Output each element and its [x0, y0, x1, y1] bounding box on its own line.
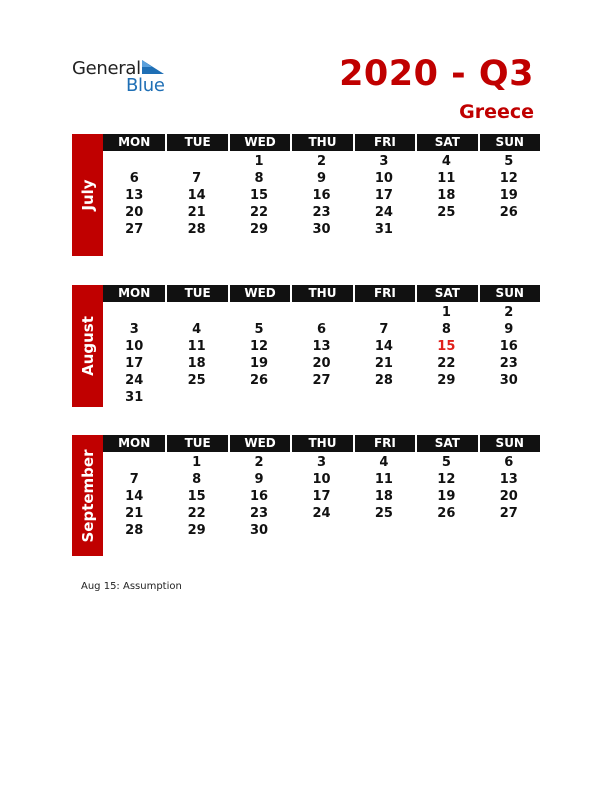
month-name: August: [78, 316, 97, 376]
day-cell: 1: [192, 455, 202, 470]
day-cell: 9: [254, 472, 264, 487]
weekday-label: TUE: [165, 134, 227, 151]
day-cell: 4: [192, 322, 202, 337]
day-cell: 3: [316, 455, 327, 470]
day-cell: 2: [504, 305, 514, 320]
weekday-label: WED: [228, 285, 290, 302]
empty-day-cell: [353, 304, 415, 321]
day-cell: 14: [125, 489, 144, 504]
day-cell: 5: [441, 455, 451, 470]
empty-day-cell: [228, 389, 290, 406]
empty-day-cell: [165, 153, 227, 170]
day-cell: 6: [504, 455, 514, 470]
day-cell: 1: [254, 154, 264, 169]
weeks: [103, 151, 540, 238]
empty-day-cell: [415, 522, 477, 539]
week-row: [103, 389, 540, 406]
day-cell: 10: [374, 171, 393, 186]
week-row: [103, 321, 540, 338]
day-cell: 24: [312, 506, 331, 521]
day-cell: 20: [125, 205, 144, 220]
day-cell: 11: [437, 171, 456, 186]
day-cell: 13: [312, 339, 331, 354]
day-cell: 28: [374, 373, 393, 388]
blue-flag-triangle-icon: [140, 60, 166, 76]
holiday-day-cell: 15: [437, 339, 456, 354]
weekday-label: WED: [228, 134, 290, 151]
day-cell: 19: [250, 356, 269, 371]
week-row: [103, 204, 540, 221]
month-tab: [72, 285, 103, 407]
day-cell: 28: [187, 222, 206, 237]
month-tab: [72, 435, 103, 556]
day-cell: 3: [129, 322, 139, 337]
weekday-label: FRI: [353, 435, 415, 452]
day-cell: 28: [125, 523, 144, 538]
day-cell: 26: [437, 506, 456, 521]
day-cell: 26: [250, 373, 269, 388]
weeks: [103, 302, 540, 406]
empty-day-cell: [478, 522, 540, 539]
day-cell: 7: [379, 322, 389, 337]
day-cell: 27: [125, 222, 144, 237]
day-cell: 15: [187, 489, 206, 504]
month-grid: [103, 285, 540, 406]
day-cell: 2: [316, 154, 327, 169]
empty-day-cell: [478, 221, 540, 238]
empty-day-cell: [103, 304, 165, 321]
day-cell: 30: [312, 222, 331, 237]
day-cell: 22: [187, 506, 206, 521]
day-cell: 4: [441, 154, 451, 169]
month-name: September: [78, 449, 97, 542]
week-row: [103, 355, 540, 372]
logo-text-blue: Blue: [126, 75, 165, 96]
empty-day-cell: [290, 304, 352, 321]
logo-text-general: General: [72, 58, 141, 79]
weekday-label: THU: [290, 134, 352, 151]
week-row: [103, 488, 540, 505]
day-cell: 8: [254, 171, 264, 186]
weekday-label: FRI: [353, 134, 415, 151]
weekday-label: FRI: [353, 285, 415, 302]
weekday-header-row: [103, 435, 540, 452]
day-cell: 8: [192, 472, 202, 487]
day-cell: 12: [499, 171, 518, 186]
day-cell: 24: [374, 205, 393, 220]
day-cell: 24: [125, 373, 144, 388]
day-cell: 23: [499, 356, 518, 371]
week-row: [103, 338, 540, 355]
weekday-header-row: [103, 134, 540, 151]
day-cell: 12: [250, 339, 269, 354]
week-row: [103, 304, 540, 321]
day-cell: 26: [499, 205, 518, 220]
month-grid: [103, 134, 540, 238]
day-cell: 18: [437, 188, 456, 203]
month-name: July: [78, 179, 97, 211]
empty-day-cell: [165, 389, 227, 406]
empty-day-cell: [353, 389, 415, 406]
day-cell: 27: [312, 373, 331, 388]
day-cell: 16: [250, 489, 269, 504]
day-cell: 18: [374, 489, 393, 504]
weekday-label: SAT: [415, 285, 477, 302]
day-cell: 14: [187, 188, 206, 203]
empty-day-cell: [228, 304, 290, 321]
day-cell: 10: [125, 339, 144, 354]
day-cell: 20: [312, 356, 331, 371]
weekday-label: THU: [290, 285, 352, 302]
week-row: [103, 170, 540, 187]
day-cell: 25: [437, 205, 456, 220]
weekday-label: SAT: [415, 435, 477, 452]
day-cell: 13: [499, 472, 518, 487]
day-cell: 30: [499, 373, 518, 388]
week-row: [103, 471, 540, 488]
day-cell: 5: [254, 322, 264, 337]
weekday-label: SAT: [415, 134, 477, 151]
week-row: [103, 153, 540, 170]
empty-day-cell: [165, 304, 227, 321]
day-cell: 1: [441, 305, 451, 320]
country-label: Greece: [459, 101, 534, 123]
day-cell: 9: [316, 171, 327, 186]
weekday-label: SUN: [478, 435, 540, 452]
day-cell: 18: [187, 356, 206, 371]
day-cell: 31: [125, 390, 144, 405]
day-cell: 7: [129, 472, 139, 487]
week-row: [103, 454, 540, 471]
month-block-september: [72, 435, 540, 556]
weekday-label: SUN: [478, 285, 540, 302]
empty-day-cell: [353, 522, 415, 539]
day-cell: 29: [437, 373, 456, 388]
month-block-july: [72, 134, 540, 256]
day-cell: 29: [250, 222, 269, 237]
day-cell: 6: [316, 322, 327, 337]
empty-day-cell: [290, 522, 352, 539]
page-title: 2020 - Q3: [339, 54, 534, 94]
empty-day-cell: [103, 454, 165, 471]
empty-day-cell: [103, 153, 165, 170]
weekday-label: MON: [118, 286, 151, 300]
day-cell: 23: [312, 205, 331, 220]
day-cell: 17: [312, 489, 331, 504]
day-cell: 27: [499, 506, 518, 521]
day-cell: 21: [125, 506, 144, 521]
empty-day-cell: [478, 389, 540, 406]
day-cell: 23: [250, 506, 269, 521]
empty-day-cell: [415, 221, 477, 238]
week-row: [103, 372, 540, 389]
week-row: [103, 221, 540, 238]
week-row: [103, 187, 540, 204]
day-cell: 16: [499, 339, 518, 354]
day-cell: 14: [374, 339, 393, 354]
day-cell: 11: [187, 339, 206, 354]
day-cell: 20: [499, 489, 518, 504]
weekday-label: TUE: [165, 435, 227, 452]
day-cell: 30: [250, 523, 269, 538]
day-cell: 4: [379, 455, 389, 470]
day-cell: 19: [437, 489, 456, 504]
day-cell: 25: [374, 506, 393, 521]
general-blue-logo: [72, 58, 172, 96]
day-cell: 22: [250, 205, 269, 220]
day-cell: 9: [504, 322, 514, 337]
month-block-august: [72, 285, 540, 407]
day-cell: 15: [250, 188, 269, 203]
week-row: [103, 522, 540, 539]
day-cell: 25: [187, 373, 206, 388]
day-cell: 21: [374, 356, 393, 371]
holiday-note: Aug 15: Assumption: [81, 581, 182, 592]
day-cell: 7: [192, 171, 202, 186]
weeks: [103, 452, 540, 539]
month-tab: [72, 134, 103, 256]
day-cell: 10: [312, 472, 331, 487]
day-cell: 22: [437, 356, 456, 371]
day-cell: 21: [187, 205, 206, 220]
day-cell: 12: [437, 472, 456, 487]
day-cell: 11: [374, 472, 393, 487]
day-cell: 17: [125, 356, 144, 371]
day-cell: 2: [254, 455, 264, 470]
day-cell: 19: [499, 188, 518, 203]
day-cell: 17: [374, 188, 393, 203]
day-cell: 8: [441, 322, 451, 337]
month-grid: [103, 435, 540, 539]
weekday-label: SUN: [478, 134, 540, 151]
day-cell: 5: [504, 154, 514, 169]
weekday-label: MON: [118, 135, 151, 149]
weekday-label: TUE: [165, 285, 227, 302]
day-cell: 16: [312, 188, 331, 203]
day-cell: 29: [187, 523, 206, 538]
weekday-label: THU: [290, 435, 352, 452]
day-cell: 13: [125, 188, 144, 203]
week-row: [103, 505, 540, 522]
day-cell: 6: [129, 171, 139, 186]
weekday-label: MON: [118, 436, 151, 450]
empty-day-cell: [290, 389, 352, 406]
day-cell: 31: [374, 222, 393, 237]
day-cell: 3: [379, 154, 389, 169]
weekday-header-row: [103, 285, 540, 302]
empty-day-cell: [415, 389, 477, 406]
weekday-label: WED: [228, 435, 290, 452]
